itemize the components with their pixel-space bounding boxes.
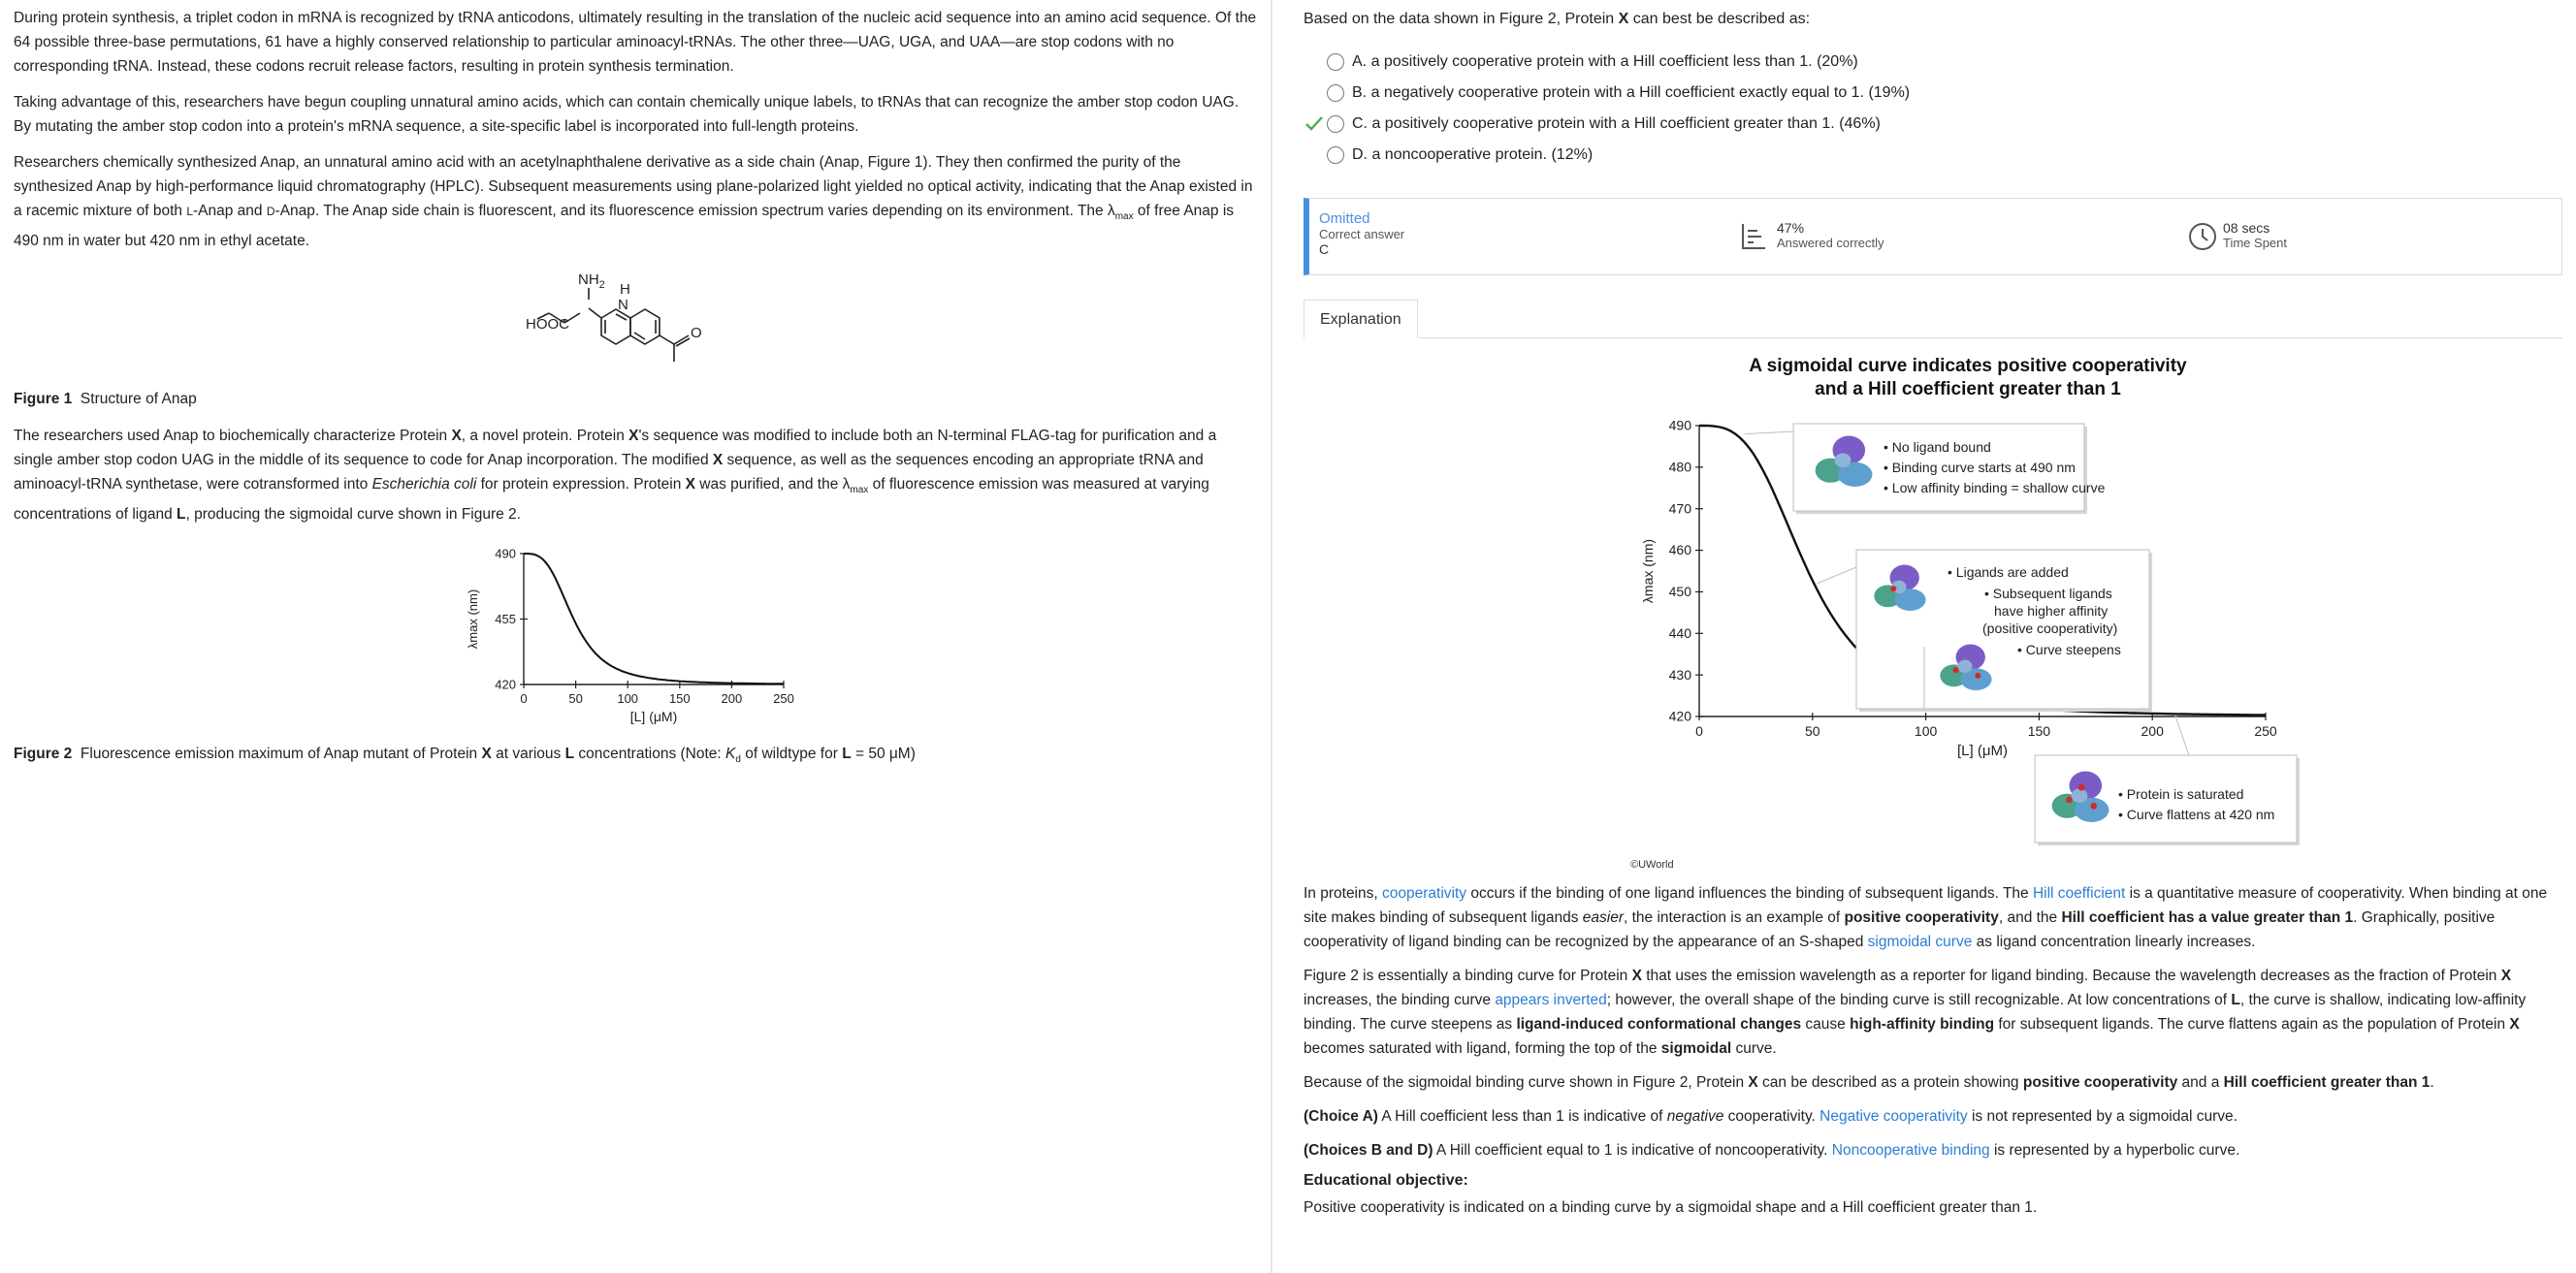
figure-2-chart [14, 538, 1257, 742]
choice-a-radio[interactable] [1327, 53, 1344, 71]
y-tick-label: 460 [1668, 542, 1691, 558]
ligand-marker [1890, 586, 1896, 591]
y-tick-label: 470 [1668, 500, 1691, 517]
callout-2-pointer [1817, 567, 1856, 585]
choice-a[interactable]: A. a positively cooperative protein with a Hill coefficient less than 1. (20%) [1304, 47, 2572, 78]
choice-d[interactable]: D. a noncooperative protein. (12%) [1304, 140, 2572, 171]
x-tick-label: 250 [2254, 723, 2277, 739]
choice-b[interactable]: B. a negatively cooperative protein with a Hill coefficient exactly equal to 1. (19%) [1304, 78, 2572, 109]
tab-explanation[interactable]: Explanation [1304, 300, 1418, 338]
correct-answer-label: Correct answer [1319, 227, 1405, 241]
protein-core [2072, 788, 2088, 803]
copyright-text: ©UWorld [1630, 859, 1674, 871]
y-tick-label: 455 [495, 612, 516, 627]
correct-answer-value: C [1319, 241, 1330, 257]
callout-1-line-1: • Binding curve starts at 490 nm [1884, 460, 2076, 475]
explanation-paragraph-1: In proteins, cooperativity occurs if the binding of one ligand influences the binding of subsequent ligands. The Hill coefficient is a quantitative measure of cooperativity. When binding at one site makes binding of subsequent ligands easier, the interaction is an example of positive cooperativity, and the Hill coefficient has a value greater than 1. Graphically, positive cooperativity of ligand binding can be recognized by the appearance of an S-shaped sigmoidal curve as ligand concentration linearly increases. [1304, 885, 2548, 950]
educational-objective-text: Positive cooperativity is indicated on a binding curve by a sigmoidal shape and a Hill coefficient greater than 1. [1304, 1199, 2038, 1216]
anap-structure-figure [14, 265, 1257, 381]
ligand-marker [2078, 784, 2085, 791]
ligand-marker [1952, 667, 1958, 673]
x-tick-label: 0 [520, 691, 528, 707]
question-pane [1274, 0, 2576, 1273]
clock-icon [2188, 222, 2217, 251]
figure-title-line2: and a Hill coefficient greater than 1 [1815, 379, 2121, 399]
answer-stats-panel [1304, 198, 2562, 275]
passage-paragraph-2: Taking advantage of this, researchers have begun coupling unnatural amino acids, which can contain chemically unique labels, to tRNAs that can recognize the amber stop codon UAG. By mutating the amber stop codon into a protein's mRNA sequence, a site-specific label is incorporated into full-length proteins. [14, 94, 1240, 135]
x-axis-label: [L] (μM) [629, 709, 678, 725]
correct-check-icon [1304, 112, 1325, 134]
link-cooperativity[interactable]: cooperativity [1382, 885, 1467, 902]
x-tick-label: 150 [2027, 723, 2051, 739]
passage-pane [0, 0, 1272, 1273]
y-axis-label: λmax (nm) [466, 589, 480, 650]
y-tick-label: 440 [1668, 624, 1691, 641]
y-tick-label: 490 [1668, 417, 1691, 433]
link-sigmoidal-curve[interactable]: sigmoidal curve [1867, 934, 1973, 950]
protein-core [1835, 453, 1852, 467]
explanation-choice-a: (Choice A) A Hill coefficient less than 1 is indicative of negative cooperativity. Negative cooperativity is not represented by a sigmoidal curve. [1304, 1108, 2238, 1125]
explanation-figure [1304, 338, 2562, 881]
y-tick-label: 480 [1668, 459, 1691, 475]
callout-1-pointer [1745, 431, 1793, 443]
link-hill-coefficient[interactable]: Hill coefficient [2032, 885, 2126, 902]
figure-1-caption: Figure 1 Structure of Anap [14, 391, 197, 408]
link-appears-inverted[interactable]: appears inverted [1495, 992, 1607, 1008]
link-negative-cooperativity[interactable]: Negative cooperativity [1819, 1108, 1968, 1125]
figure-2-caption: Figure 2 Fluorescence emission maximum of Anap mutant of Protein X at various L concentrations (Note: $K_d$ of wildtype for L = 50 μM) [14, 746, 916, 766]
y-tick-label: 490 [495, 546, 516, 561]
x-tick-label: 100 [617, 691, 639, 707]
y-tick-label: 420 [495, 677, 516, 692]
percent-label: Answered correctly [1777, 236, 1884, 250]
y-axis-label: λmax (nm) [1640, 538, 1656, 604]
callout-1-line-0: • No ligand bound [1884, 439, 1991, 455]
n-label: N [618, 297, 628, 314]
passage-paragraph-1: During protein synthesis, a triplet codon in mRNA is recognized by tRNA anticodons, ultimately resulting in the translation of the nucleic acid sequence into an amino acid sequence. Of the 64 possible three-base permutations, 61 have a highly conserved relationship to particular aminoacyl-tRNAs. The other three—UAG, UGA, and UAA—are stop codons with no corresponding tRNA. Instead, these codons recruit release factors, resulting in protein synthesis termination. [14, 10, 1257, 75]
y-tick-label: 430 [1668, 666, 1691, 683]
choice-c-radio[interactable] [1327, 115, 1344, 133]
time-spent: 08 secs [2223, 220, 2270, 236]
y-tick-label: 450 [1668, 584, 1691, 600]
y-tick-label: 420 [1668, 708, 1691, 724]
x-tick-label: 50 [568, 691, 583, 707]
x-tick-label: 100 [1914, 723, 1938, 739]
h-label: H [620, 281, 630, 299]
x-axis-label: [L] (μM) [1957, 743, 2008, 759]
time-block [2188, 220, 2287, 250]
answer-choices [1304, 47, 2572, 171]
x-tick-label: 200 [2141, 723, 2164, 739]
x-tick-label: 0 [1695, 723, 1703, 739]
bar-chart-icon [1740, 222, 1767, 251]
callout-2-line-3: (positive cooperativity) [1982, 621, 2118, 636]
figure-title-line1: A sigmoidal curve indicates positive cooperativity [1749, 356, 2187, 376]
explanation-chart-svg [1304, 338, 2562, 881]
ligand-marker [2090, 803, 2097, 810]
x-tick-label: 50 [1805, 723, 1820, 739]
passage-paragraph-4: The researchers used Anap to biochemically characterize Protein X, a novel protein. Protein X's sequence was modified to include both an N-terminal FLAG-tag for purification and a single amber stop codon UAG in the middle of its sequence to code for Anap incorporation. The modified X sequence, as well as the sequences encoding an appropriate tRNA and aminoacyl-tRNA synthetase, were cotransformed into Escherichia coli for protein expression. Protein X was purified, and the $\lambda_{max}$ of fluorescence emission was measured at varying concentrations of ligand L, producing the sigmoidal curve shown in Figure 2. [14, 428, 1217, 524]
choice-b-radio[interactable] [1327, 84, 1344, 102]
anap-structure-drawing [14, 265, 1255, 381]
o-label: O [691, 325, 702, 342]
question-stem: Based on the data shown in Figure 2, Protein X can best be described as: [1304, 11, 1811, 27]
time-label: Time Spent [2223, 236, 2287, 250]
nh2-label: $NH_2$ [578, 271, 605, 292]
figure-2-svg [14, 538, 1255, 742]
callout-3-line-0: • Protein is saturated [2118, 786, 2244, 802]
ligand-marker [1975, 673, 1980, 679]
x-tick-label: 250 [773, 691, 794, 707]
passage-paragraph-3: Researchers chemically synthesized Anap, an unnatural amino acid with an acetylnaphthalene derivative as a side chain (Anap, Figure 1). They then confirmed the purity of the synthesized Anap by high-performance liquid chromatography (HPLC). Subsequent measurements using plane-polarized light yielded no optical activity, indicating that the Anap existed in a racemic mixture of both L-Anap and D-Anap. The Anap side chain is fluorescent, and its fluorescence emission spectrum varies depending on its environment. The $\lambda_{max}$ of free Anap is 490 nm in water but 420 nm in ethyl acetate. [14, 154, 1253, 250]
status-omitted: Omitted [1319, 210, 1370, 227]
callout-2-line-1: • Subsequent ligands [1984, 586, 2112, 601]
x-tick-label: 150 [668, 691, 691, 707]
hooc-label: HOOC [526, 316, 569, 334]
tab-bar [1304, 299, 2562, 338]
explanation-paragraph-2: Figure 2 is essentially a binding curve for Protein X that uses the emission wavelength as a reporter for ligand binding. Because the wavelength decreases as the fraction of Protein X increases, the binding curve appears inverted; however, the overall shape of the binding curve is still recognizable. At low concentrations of L, the curve is shallow, indicating low-affinity binding. The curve steepens as ligand-induced conformational changes cause high-affinity binding for subsequent ligands. The curve flattens again as the population of Protein X becomes saturated with ligand, forming the top of the sigmoidal curve. [1304, 968, 2527, 1057]
callout-3-pointer [2175, 715, 2206, 755]
binding-curve-line [524, 554, 784, 684]
protein-core [1957, 660, 1972, 673]
callout-3-line-1: • Curve flattens at 420 nm [2118, 807, 2275, 822]
explanation-choices-b-d: (Choices B and D) A Hill coefficient equal to 1 is indicative of noncooperativity. Noncooperative binding is represented by a hyperbolic curve. [1304, 1142, 2240, 1159]
callout-2-line-4: • Curve steepens [2017, 642, 2121, 657]
explanation-paragraph-3: Because of the sigmoidal binding curve shown in Figure 2, Protein X can be described as a protein showing positive cooperativity and a Hill coefficient greater than 1. [1304, 1074, 2434, 1091]
percent-block [1740, 220, 1884, 250]
choice-d-radio[interactable] [1327, 146, 1344, 164]
educational-objective-heading: Educational objective: [1304, 1172, 1468, 1189]
callout-2-line-2: have higher affinity [1994, 603, 2109, 619]
callout-2-line-0: • Ligands are added [1948, 564, 2069, 580]
link-noncooperative-binding[interactable]: Noncooperative binding [1831, 1142, 1990, 1159]
choice-c[interactable]: C. a positively cooperative protein with a Hill coefficient greater than 1. (46%) [1304, 109, 2572, 140]
ligand-marker [2066, 797, 2073, 804]
percent-correct: 47% [1777, 220, 1805, 236]
callout-1-line-2: • Low affinity binding = shallow curve [1884, 480, 2106, 495]
status-block [1319, 210, 1404, 257]
x-tick-label: 200 [721, 691, 743, 707]
